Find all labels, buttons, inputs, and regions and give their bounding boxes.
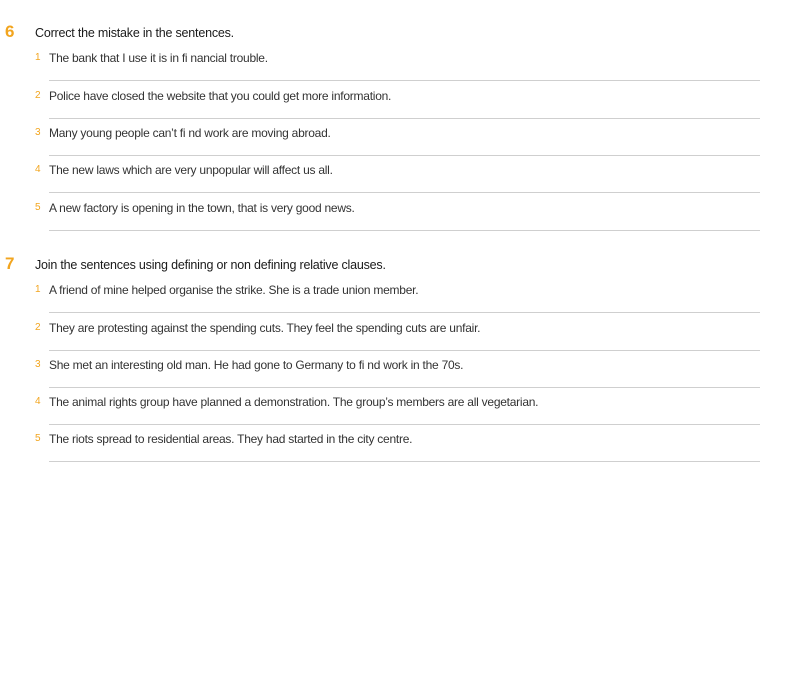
answer-line[interactable] [49,80,760,81]
item-number: 1 [35,284,41,295]
exercise-item [35,200,760,237]
exercise-number: 7 [5,254,15,273]
exercise-item [35,162,760,199]
item-number: 4 [35,396,41,407]
item-sentence: The riots spread to residential areas. They had started in the city centre. [49,432,413,446]
item-number: 4 [35,164,41,175]
exercise-instruction: Correct the mistake in the sentences. [35,26,234,40]
answer-line[interactable] [49,461,760,462]
exercise-item [35,125,760,162]
item-sentence: Many young people can’t fi nd work are moving abroad. [49,126,331,140]
exercise-item [35,320,760,357]
item-sentence: The new laws which are very unpopular will affect us all. [49,163,333,177]
answer-line[interactable] [49,312,760,313]
exercise-number: 6 [5,22,15,41]
item-number: 1 [35,52,41,63]
exercise-instruction: Join the sentences using defining or non defining relative clauses. [35,258,386,272]
exercise-item [35,431,760,468]
item-sentence: They are protesting against the spending cuts. They feel the spending cuts are unfair. [49,321,481,335]
answer-line[interactable] [49,192,760,193]
answer-line[interactable] [49,155,760,156]
exercise-item [35,357,760,394]
item-number: 2 [35,322,41,333]
item-sentence: The animal rights group have planned a demonstration. The group’s members are all vegetarian. [49,395,539,409]
exercise-item [35,394,760,431]
exercise-item [35,50,760,87]
exercise-item [35,88,760,125]
item-number: 3 [35,127,41,138]
exercise-item [35,282,760,319]
item-number: 5 [35,202,41,213]
item-number: 3 [35,359,41,370]
answer-line[interactable] [49,424,760,425]
item-sentence: A new factory is opening in the town, that is very good news. [49,201,355,215]
answer-line[interactable] [49,387,760,388]
item-sentence: A friend of mine helped organise the strike. She is a trade union member. [49,283,419,297]
answer-line[interactable] [49,350,760,351]
answer-line[interactable] [49,118,760,119]
item-number: 5 [35,433,41,444]
item-sentence: Police have closed the website that you could get more information. [49,89,392,103]
item-sentence: The bank that I use it is in fi nancial trouble. [49,51,268,65]
item-number: 2 [35,90,41,101]
item-sentence: She met an interesting old man. He had gone to Germany to fi nd work in the 70s. [49,358,464,372]
answer-line[interactable] [49,230,760,231]
